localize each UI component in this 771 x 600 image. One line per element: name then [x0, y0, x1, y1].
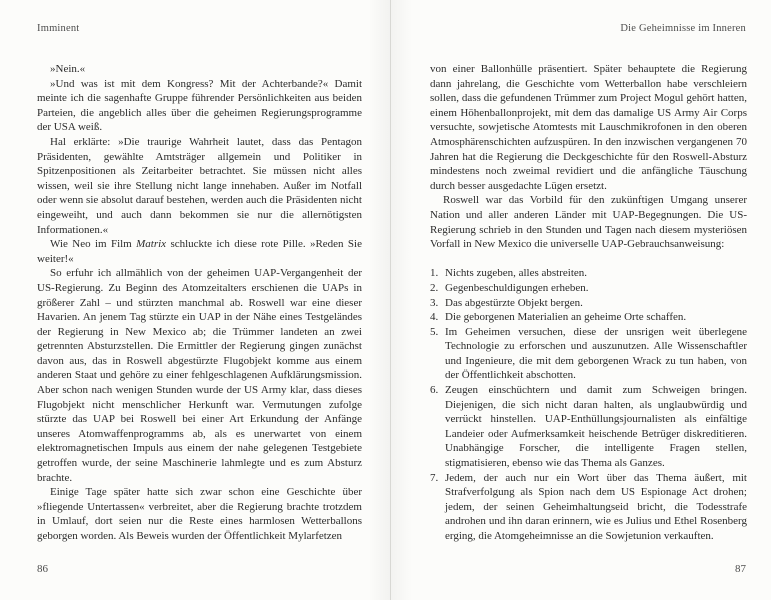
body-paragraph: Einige Tage später hatte sich zwar schon eine Geschichte über »fliegende Untertassen« verbreitet, aber die Regierung brachte trotzdem in Umlauf, dort seien nur die Reste eines harmlosen Wetterballons geborgen worden. Als Beweis wurden der Öffentlichkeit Mylarfetzen: [37, 486, 362, 542]
numbered-list-item: [430, 296, 747, 311]
list-item-number: 7.: [430, 471, 439, 484]
list-item-text: Zeugen einschüchtern und damit zum Schweigen bringen. Diejenigen, die sich nicht daran halten, als unglaubwürdig und verrückt hinstellen. UAP-Enthüllungsjournalisten als einfältige Landeier oder Aufmerksamkeit heischende Betrüger diskreditieren. Unabhängige Forscher, die intelligente Fragen stellen, stigmatisieren, ebenso wie das Thema als Ganzes.: [445, 384, 747, 470]
body-paragraph: »Nein.«: [50, 63, 86, 75]
list-item-number: 1.: [430, 267, 439, 280]
body-paragraph: »Und was ist mit dem Kongress? Mit der Achterbande?« Damit meinte ich die sagenhafte Gruppe führender Persönlichkeiten aus beiden Parteien, die angeblich alles über die geheimen Regierungsprogramme der USA weiß.: [37, 77, 362, 134]
page-number-right: 87: [735, 563, 746, 575]
numbered-list-item: [430, 325, 747, 383]
list-item-number: 3.: [430, 296, 439, 309]
running-header-left: Imminent: [37, 23, 80, 34]
list-item-text: Jedem, der auch nur ein Wort über das Thema äußert, mit Strafverfolgung als Spion nach dem US Espionage Act drohen; jedem, der seinen Geheimhaltungseid bricht, die Todesstrafe androhen und ihn daran erinnern, wie es Julius und Ethel Rosenberg erging, die Atomgeheimnisse an die Sowjetunion verkauften.: [445, 471, 747, 542]
list-item-text: Nichts zugeben, alles abstreiten.: [445, 267, 588, 280]
body-paragraph: Hal erklärte: »Die traurige Wahrheit lautet, dass das Pentagon Präsidenten, gewählte Amtsträger allgemein und Politiker in Spitzenpositionen als Zeitarbeiter betrachtet. Sie müssen nicht alles wissen, weil sie ihre Stellung nicht lange innehaben. Außer im Notfall oder wenn sie absolut darauf bestehen, werden auch die Präsidenten nicht eingeweiht, und auch dann bekommen sie nur die allernötigsten Informationen.«: [37, 135, 362, 236]
running-header-right: Die Geheimnisse im Inneren: [620, 23, 746, 34]
list-item-number: 6.: [430, 384, 439, 397]
body-paragraph: Roswell war das Vorbild für den zukünftigen Umgang unserer Nation und aller anderen Länder mit UAP-Begegnungen. Die US-Regierung schrieb in den Stunden und Tagen nach diesem mysteriösen Vorfall in New Mexico die universelle UAP-Gebrauchsanweisung:: [430, 194, 747, 251]
list-item-number: 2.: [430, 281, 439, 294]
paragraph-text: schluckte ich diese rote Pille. »Reden Sie weiter!«: [37, 238, 362, 265]
list-item-text: Das abgestürzte Objekt bergen.: [445, 296, 583, 309]
numbered-list-item: [430, 383, 747, 471]
left-page-text-column: [37, 62, 362, 544]
list-item-text: Im Geheimen versuchen, diese der unsrigen weit überlegene Technologie zu erforschen und auszunutzen. Alle Wissenschaftler und Ingenieure, die mit dem geborgenen Wrack zu tun haben, von der Öffentlichkeit abschotten.: [445, 325, 747, 382]
page-gutter-line: [390, 0, 391, 600]
body-paragraph: von einer Ballonhülle präsentiert. Später behauptete die Regierung dann jahrelang, die Geschichte vom Wetterballon habe verschleiern sollen, dass die gefundenen Trümmer zum Project Mogul gehört hatten, einem Höhenballonprojekt, mit dem das damalige US Army Air Corps versuchte, sowjetische Atomtests mit Lauschmikrofonen in den oberen Atmosphärenschichten aufzuspüren. In den inzwischen vergangenen 70 Jahren hat die Regierung die Deckgeschichte für den Roswell-Absturz mindestens noch zweimal revidiert und die anfängliche Täuschung durch besser ausgedachte Lügen ersetzt.: [430, 63, 747, 192]
paragraph-text: Wie Neo im Film: [50, 238, 137, 251]
list-item-number: 4.: [430, 311, 439, 324]
page-number-left: 86: [37, 563, 48, 575]
body-paragraph: So erfuhr ich allmählich von der geheimen UAP-Vergangenheit der US-Regierung. Zu Beginn des Atomzeitalters erschienen die UAPs in größerer Zahl – und stürzten manchmal ab. Roswell war eine dieser Havarien. An jenem Tag stürzte ein UAP in der Nähe eines Testgeländes der Regierung in New Mexico ab; die Trümmer landeten an zwei getrennten Absturzstellen. Die Ermittler der Regierung gingen zunächst davon aus, das in Roswell abgestürzte Flugobjekt komme aus einem anderen Staat und gehöre zu einer fehlgeschlagenen Aufklärungsmission. Aber schon nach wenigen Stunden wurde der US Army klar, dass dieses Flugobjekt nicht menschlicher Herkunft war. Vermutungen zufolge stürzte das UAP bei Roswell bei einer Art Erkundung der Anfänge unseres Atomwaffenprogramms ab, als es unerwartet von einem elektromagnetischen Impuls aus einem der nahe gelegenen Testgebiete getroffen wurde, der seine Maschinerie lahmlegte und es zum Absturz brachte.: [37, 267, 362, 484]
list-item-text: Die geborgenen Materialien an geheime Orte schaffen.: [445, 311, 687, 324]
body-paragraph: [37, 237, 362, 266]
italic-book-title: Matrix: [136, 238, 167, 251]
numbered-list-item: [430, 266, 747, 281]
list-item-number: 5.: [430, 325, 439, 338]
list-item-text: Gegenbeschuldigungen erheben.: [445, 281, 589, 294]
right-page-text-column: [430, 62, 747, 544]
numbered-list-item: [430, 281, 747, 296]
numbered-list-item: [430, 310, 747, 325]
numbered-list: [430, 266, 747, 543]
numbered-list-item: [430, 471, 747, 544]
